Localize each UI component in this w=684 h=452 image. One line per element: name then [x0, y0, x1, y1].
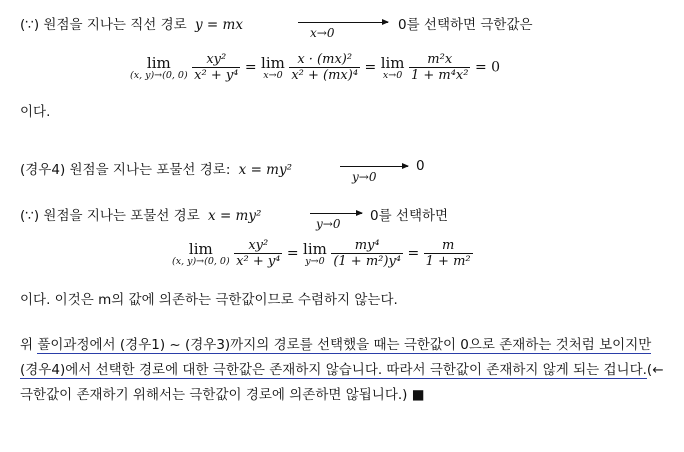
arrow-subscript: x→0	[310, 26, 335, 40]
summary-underlined: 풀이과정에서 (경우1) ~ (경우3)까지의 경로를 선택했을 때는 극한값이 0으로 존재하는 것처럼 보이지만 (경우4)에서 선택한 경로에 대한 극한값은 존재하지 않습니다. 따라서 극한값이 존재하지 않게 되는 겁니다.	[20, 337, 652, 378]
fraction: $\frac{\text{xy²}}{\text{x² + y⁴}}$	[236, 238, 281, 269]
reason-prefix: (∵) 원점을 지나는 포물선 경로	[20, 208, 200, 224]
limit-operator: lim y→0	[303, 240, 327, 267]
fraction: $\frac{\text{x · (mx)²}}{\text{x² + (mx)⁴}}$	[291, 52, 359, 83]
path-expression: x = my²	[208, 208, 262, 224]
summary-paragraph	[20, 333, 670, 408]
path-expression: x = my²	[238, 162, 293, 178]
case4-heading	[20, 158, 292, 178]
fraction: $\frac{\text{xy²}}{\text{x² + y⁴}}$	[194, 52, 239, 83]
right-arrow-icon	[310, 213, 362, 214]
arrow-subscript: y→0	[352, 170, 377, 184]
case4-label: (경우4) 원점을 지나는 포물선 경로:	[20, 162, 231, 178]
right-arrow-icon	[340, 166, 408, 167]
limit-operator: lim (x, y)→(0, 0)	[172, 240, 230, 267]
limit-target: 0	[416, 158, 425, 174]
path-expression: y = mx	[195, 17, 243, 33]
reason-line-straight	[20, 13, 243, 33]
summary-note: (←극한값이 존재하기 위해서는 극한값이 경로에 의존하면 않됩니다.) ■	[20, 362, 664, 403]
fraction: $\frac{\text{my⁴}}{\text{(1 + m²)y⁴}}$	[333, 238, 401, 269]
limit-arrow	[298, 14, 390, 44]
limit-operator: lim x→0	[380, 54, 405, 81]
reason-suffix: 0를 선택하면 극한값은	[398, 17, 533, 33]
fraction: $\frac{m}{\text{1 + m²}}$	[425, 238, 471, 269]
limit-operator: lim x→0	[261, 54, 285, 81]
summary-lead: 위	[20, 337, 38, 353]
equation-result: = 0	[474, 59, 501, 76]
reason-line-parabola	[20, 204, 261, 224]
conclusion-sentence: 이다. 이것은 m의 값에 의존하는 극한값이므로 수렴하지 않는다.	[20, 292, 398, 308]
sentence-end: 이다.	[20, 104, 51, 120]
limit-arrow	[310, 205, 366, 235]
reason-prefix: (∵) 원점을 지나는 직선 경로	[20, 17, 187, 33]
limit-operator: lim (x, y)→(0, 0)	[130, 54, 188, 81]
right-arrow-icon	[298, 22, 388, 23]
fraction: $\frac{\text{m²x}}{\text{1 + m⁴x²}}$	[410, 52, 469, 83]
limit-equation-straight: lim (x, y)→(0, 0) $\frac{\text{xy²}}{\text{x² + y⁴}}$ = lim x→0 $\frac{\text{x · (mx)²}}{\text{x² + (mx)⁴}}$ = lim x→0 $\frac{\text{m²x}}{\text{1 + m⁴x²}}$ = 0	[130, 52, 501, 83]
reason-suffix: 0를 선택하면	[370, 208, 449, 224]
limit-equation-parabola: lim (x, y)→(0, 0) $\frac{\text{xy²}}{\text{x² + y⁴}}$ = lim y→0 $\frac{\text{my⁴}}{\text{(1 + m²)y⁴}}$ = $\frac{m}{\text{1 + m²}}$	[172, 238, 471, 269]
arrow-subscript: y→0	[316, 217, 341, 231]
limit-arrow	[340, 158, 412, 188]
